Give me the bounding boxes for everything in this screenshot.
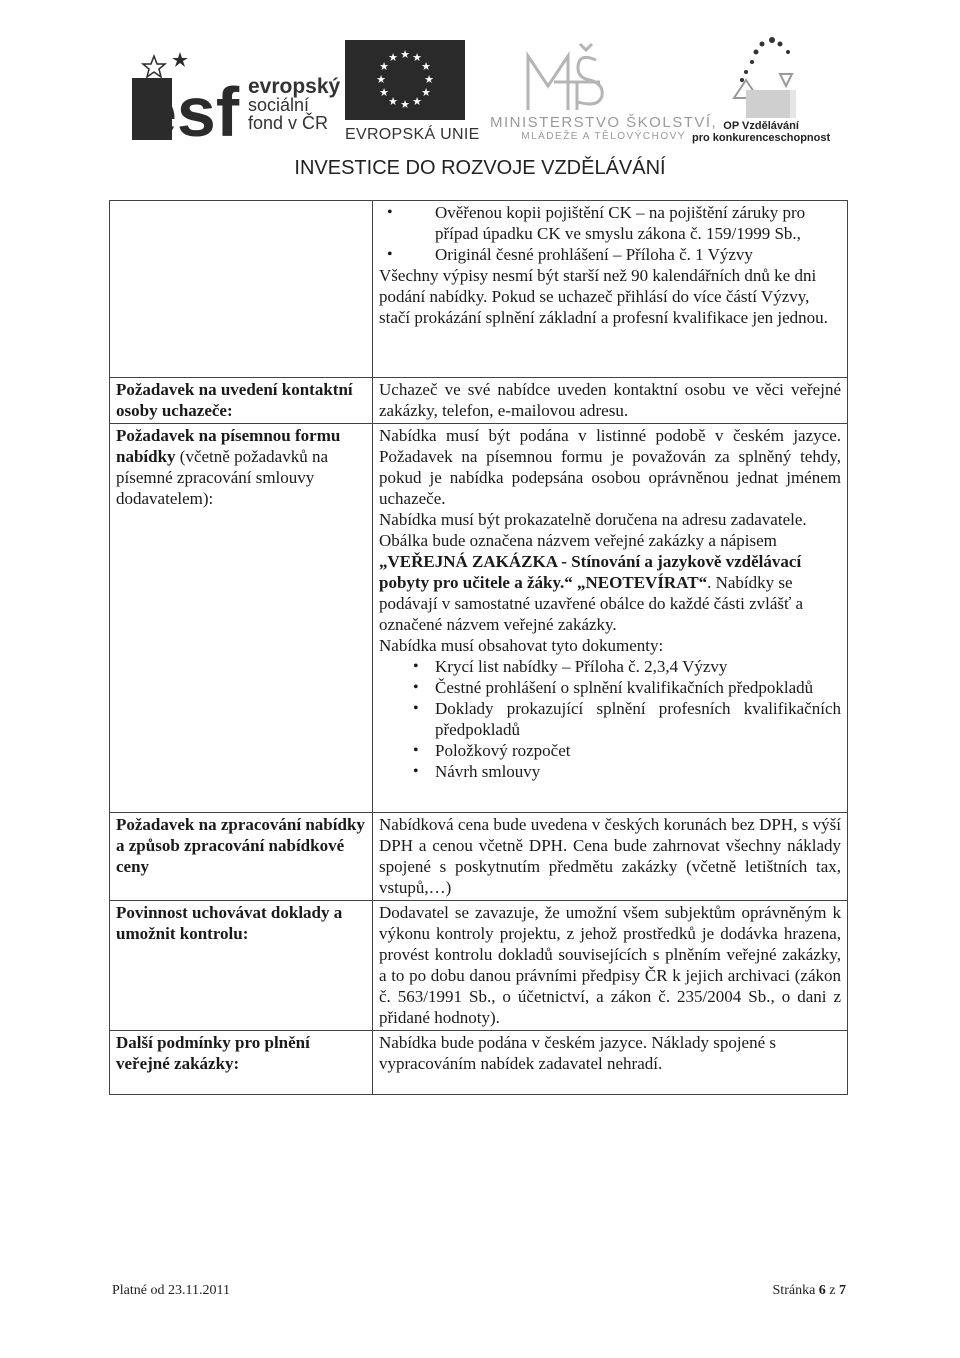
op-label (692, 120, 830, 144)
conditions-table (109, 200, 848, 1095)
table-row (110, 424, 848, 813)
written-form-label (110, 424, 373, 813)
svg-text:★: ★ (412, 51, 422, 64)
eu-label: EVROPSKÁ UNIE (345, 126, 480, 143)
eu-flag-icon (345, 40, 465, 120)
svg-text:★: ★ (400, 48, 410, 61)
op-line1: OP Vzdělávání (723, 120, 799, 132)
document-list (379, 202, 841, 265)
written-form-para3: Nabídka musí obsahovat tyto dokumenty: (379, 636, 664, 655)
table-row (110, 378, 848, 424)
msmt-logo-icon (520, 42, 610, 112)
written-form-para2: Nabídka musí být prokazatelně doručena na adresu zadavatele. Obálka bude označena názvem veřejné zakázky a nápisem „VEŘEJNÁ ZAKÁZKA - Stínování a jazykově vzdělávací pobyty pro učitele a žáky.“ „NEOTEVÍRAT“. Nabídky se podávají v samostatné uzavřené obálce do každé části zvlášť a označené názvem veřejné zakázky. (379, 510, 807, 634)
list-item: • Doklady prokazující splnění profesních kvalifikačních předpokladů (435, 698, 841, 740)
row-label-cell (110, 201, 373, 378)
document-retention-value: Dodavatel se zavazuje, že umožní všem subjektům oprávněným k výkonu kontroly projektu, z jehož prostředků je dodávka hrazena, provést kontrolu dokladů souvisejících s plněním veřejné zakázky, a to po dobu danou právními předpisy ČR k jejich archivaci (zákon č. 563/1991 Sb., o účetnictví, a zákon č. 235/2004 Sb., o dani z přidané hodnoty). (373, 901, 848, 1031)
table-row (110, 901, 848, 1031)
svg-text:★: ★ (424, 73, 434, 86)
page-tagline: INVESTICE DO ROZVOJE VZDĚLÁVÁNÍ (294, 157, 666, 179)
header-logos (0, 0, 960, 160)
esf-line2: sociální (248, 95, 310, 115)
svg-text:★: ★ (412, 95, 422, 108)
contact-person-label: Požadavek na uvedení kontaktní osoby uchazeče: (110, 378, 373, 424)
esf-logo-icon (132, 48, 242, 140)
esf-wordmark (248, 75, 341, 133)
list-item: • Návrh smlouvy (435, 761, 841, 782)
svg-text:★: ★ (388, 95, 398, 108)
list-item: • Krycí list nabídky – Příloha č. 2,3,4 Výzvy (435, 656, 841, 677)
envelope-label: „VEŘEJNÁ ZAKÁZKA - Stínování a jazykově vzdělávací pobyty pro učitele a žáky.“ „NEOTEVÍRAT“ (379, 552, 802, 592)
esf-line1: evropský (248, 75, 341, 98)
svg-text:★: ★ (400, 98, 410, 111)
validity-note: Všechny výpisy nesmí být starší než 90 kalendářních dnů ke dni podání nabídky. Pokud se uchazeč přihlásí do více částí Výzvy, stačí prokázání splnění základní a profesní kvalifikace jen jednou. (379, 266, 828, 327)
op-logo-icon (710, 30, 805, 125)
table-row (110, 813, 848, 901)
ministry-line1: MINISTERSTVO ŠKOLSTVÍ, (490, 114, 718, 131)
other-conditions-value: Nabídka bude podána v českém jazyce. Náklady spojené s vypracováním nabídek zadavatel nehradí. (373, 1031, 848, 1095)
valid-from: Platné od 23.11.2011 (112, 1283, 230, 1298)
written-form-label-bold: Požadavek na písemnou formu nabídky (116, 426, 341, 466)
ministry-label (490, 114, 717, 142)
other-conditions-label: Další podmínky pro plnění veřejné zakázky: (110, 1031, 373, 1095)
written-form-para1: Nabídka musí být podána v listinné podobě v českém jazyce. Požadavek na písemnou formu je považován za splněný tehdy, pokud je nabídka podepsána osobou oprávněnou jednat jménem uchazeče. (379, 426, 841, 508)
list-item: • Čestné prohlášení o splnění kvalifikačních předpokladů (435, 677, 841, 698)
ministry-line2: MLÁDEŽE A TĚLOVÝCHOVY (521, 131, 686, 142)
svg-text:★: ★ (421, 86, 431, 99)
table-row (110, 1031, 848, 1095)
document-retention-label: Povinnost uchovávat doklady a umožnit kontrolu: (110, 901, 373, 1031)
contact-person-value: Uchazeč ve své nabídce uveden kontaktní osobu ve věci veřejné zakázky, telefon, e-mailovou adresu. (373, 378, 848, 424)
svg-text:★: ★ (421, 60, 431, 73)
list-item: • Položkový rozpočet (435, 740, 841, 761)
list-item: • Originál česné prohlášení – Příloha č. 1 Výzvy (409, 244, 841, 265)
written-form-label-normal: (včetně požadavků na písemné zpracování smlouvy dodavatelem): (116, 447, 328, 508)
svg-text:★: ★ (376, 73, 386, 86)
page-number: Stránka 6 z 7 (772, 1283, 846, 1298)
price-processing-value: Nabídková cena bude uvedena v českých korunách bez DPH, s výší DPH a cenou včetně DPH. Cena bude zahrnovat všechny náklady spojené s poskytnutím předmětu zakázky (včetně letištních tax, vstupů,…) (373, 813, 848, 901)
table-row (110, 201, 848, 378)
row-value-cell (373, 201, 848, 378)
svg-text:★: ★ (379, 60, 389, 73)
svg-text:★: ★ (379, 86, 389, 99)
svg-text:esf: esf (138, 73, 240, 140)
op-line2: pro konkurenceschopnost (692, 132, 831, 144)
esf-line3: fond v ČR (248, 113, 329, 133)
list-item: • Ověřenou kopii pojištění CK – na pojištění záruky pro případ úpadku CK ve smyslu zákona č. 159/1999 Sb., (409, 202, 841, 244)
required-documents-list (379, 656, 841, 782)
written-form-value (373, 424, 848, 813)
svg-text:★: ★ (388, 51, 398, 64)
price-processing-label: Požadavek na zpracování nabídky a způsob zpracování nabídkové ceny (110, 813, 373, 901)
